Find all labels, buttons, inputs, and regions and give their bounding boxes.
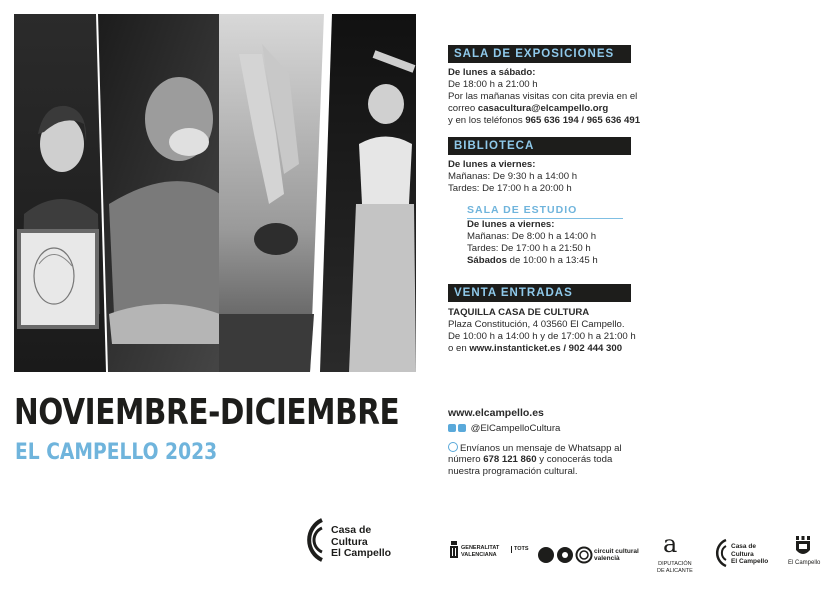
estudio-afternoon: Tardes: De 17:00 h a 21:50 h [467, 243, 591, 254]
diputacion-a-icon: a [663, 530, 678, 558]
casa-cultura-logo-text [331, 525, 391, 560]
generalitat-line-2: VALENCIANA [461, 551, 497, 558]
instagram-icon [458, 424, 466, 432]
whatsapp-suffix: y conocerás toda [536, 454, 613, 465]
exposiciones-phone-line [448, 115, 640, 127]
section-heading-entradas: VENTA ENTRADAS [448, 284, 631, 302]
entradas-online-line [448, 343, 622, 355]
exposiciones-days: De lunes a sábado: [448, 67, 536, 78]
entradas-place: TAQUILLA CASA DE CULTURA [448, 307, 590, 318]
whatsapp-line-2 [448, 454, 612, 466]
exposiciones-email-prefix: correo [448, 103, 478, 114]
whatsapp-number[interactable]: 678 121 860 [483, 454, 537, 465]
entradas-online-prefix: o en [448, 343, 470, 354]
biblioteca-days: De lunes a viernes: [448, 159, 536, 170]
casa-cultura-small-icon [709, 538, 729, 568]
el-campello-crest-icon [795, 536, 811, 558]
section-heading-biblioteca: BIBLIOTECA [448, 137, 631, 155]
section-heading-estudio: SALA DE ESTUDIO [467, 204, 623, 219]
diputacion-line-1: DIPUTACIÓN [658, 561, 692, 567]
whatsapp-text-1: Envíanos un mensaje de Whatsapp al [460, 443, 622, 454]
logo-line-3: El Campello [331, 547, 392, 559]
entradas-address: Plaza Constitución, 4 03560 El Campello. [448, 319, 625, 330]
whatsapp-line-3: nuestra programación cultural. [448, 466, 578, 477]
whatsapp-icon [448, 442, 458, 452]
photo-dancer [320, 14, 416, 372]
small-logo-line-2: Cultura [731, 550, 754, 558]
photo-man [98, 14, 220, 372]
photo-woman-drawing [14, 14, 106, 372]
circuit-cultural-icon [537, 546, 593, 564]
exposiciones-hours: De 18:00 h a 21:00 h [448, 79, 538, 90]
estudio-morning: Mañanas: De 8:00 h a 14:00 h [467, 231, 597, 242]
tots-logo: TOTS [511, 546, 529, 553]
logo-line-1: Casa de [331, 524, 372, 536]
generalitat-crest-icon [449, 541, 459, 563]
page-title: NOVIEMBRE-DICIEMBRE [14, 392, 400, 433]
website-link[interactable]: www.elcampello.es [448, 407, 544, 419]
el-campello-crest-text: El Campello [788, 560, 821, 566]
page-subtitle: EL CAMPELLO 2023 [15, 440, 218, 465]
diputacion-line-2: DE ALICANTE [657, 567, 693, 574]
entradas-online[interactable]: www.instanticket.es / 902 444 300 [469, 343, 623, 354]
entradas-hours: De 10:00 h a 14:00 h y de 17:00 h a 21:00 h [448, 331, 636, 342]
exposiciones-email[interactable]: casacultura@elcampello.org [477, 103, 609, 114]
exposiciones-phone-prefix: y en los teléfonos [448, 115, 526, 126]
diputacion-text [657, 561, 693, 574]
exposiciones-email-line [448, 103, 608, 115]
facebook-icon [448, 424, 456, 432]
whatsapp-prefix: número [448, 454, 484, 465]
social-handle[interactable]: @ElCampelloCultura [470, 423, 561, 434]
estudio-saturday-line [467, 255, 598, 267]
generalitat-line-1: GENERALITAT [461, 545, 500, 551]
estudio-saturday-label: Sábados [467, 255, 507, 266]
generalitat-logo-text [461, 545, 499, 558]
small-logo-line-1: Casa de [731, 543, 756, 550]
circuit-line-1: circuit cultural [594, 548, 639, 555]
biblioteca-afternoon: Tardes: De 17:00 h a 20:00 h [448, 183, 572, 194]
exposiciones-phones[interactable]: 965 636 194 / 965 636 491 [525, 115, 641, 126]
circuit-line-2: valencià [594, 555, 620, 562]
estudio-days: De lunes a viernes: [467, 219, 555, 230]
biblioteca-morning: Mañanas: De 9:30 h a 14:00 h [448, 171, 578, 182]
exposiciones-note: Por las mañanas visitas con cita previa en el [448, 91, 638, 102]
small-logo-line-3: El Campello [731, 558, 769, 565]
section-heading-exposiciones: SALA DE EXPOSICIONES [448, 45, 631, 63]
photo-breakdancer [219, 14, 324, 372]
casa-cultura-small-text [731, 543, 768, 566]
social-line [448, 423, 560, 435]
logo-line-2: Cultura [331, 535, 368, 548]
estudio-saturday-hours: de 10:00 h a 13:45 h [507, 255, 598, 266]
casa-cultura-logo-icon [294, 516, 328, 564]
circuit-cultural-text [594, 548, 639, 562]
hero-photo-collage [14, 14, 416, 374]
